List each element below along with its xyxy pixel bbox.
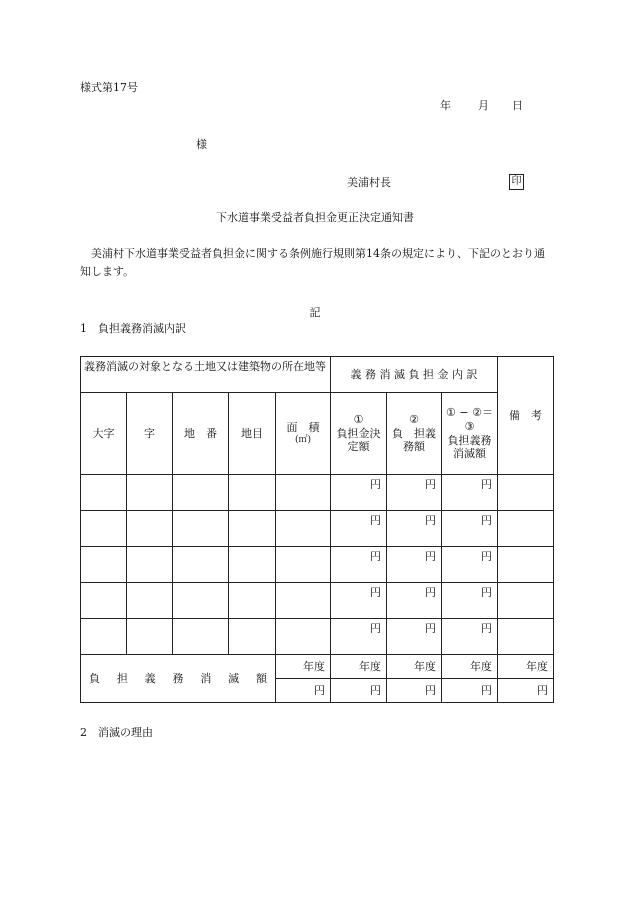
col-aza: 字 xyxy=(127,393,173,475)
table-row xyxy=(81,583,554,619)
col-decided xyxy=(331,393,387,475)
form-number: 様式第17号 xyxy=(80,81,138,94)
table-row xyxy=(81,511,554,547)
col-area xyxy=(276,393,331,475)
yen-unit: 円 xyxy=(387,547,442,583)
col-liability xyxy=(387,393,442,475)
col-oaza: 大字 xyxy=(81,393,127,475)
col-liability-label: 負 担義務額 xyxy=(392,426,437,454)
document-title: 下水道事業受益者負担金更正決定通知書 xyxy=(216,211,414,224)
date-month-label: 月 xyxy=(478,99,489,112)
addressee-suffix: 様 xyxy=(196,138,207,151)
yen-unit: 円 xyxy=(442,547,498,583)
table-row xyxy=(81,547,554,583)
yen-unit: 円 xyxy=(442,619,498,655)
ki-heading: 記 xyxy=(309,306,321,319)
col-chiban: 地 番 xyxy=(173,393,229,475)
yen-unit: 円 xyxy=(331,511,387,547)
yen-unit: 円 xyxy=(442,475,498,511)
yen-unit: 円 xyxy=(331,475,387,511)
yen-unit: 円 xyxy=(331,679,387,703)
section-2-heading: 2 消滅の理由 xyxy=(80,726,153,739)
yen-unit: 円 xyxy=(442,679,498,703)
col-diff-label: 負担義務消滅額 xyxy=(447,433,492,461)
yen-unit: 円 xyxy=(387,619,442,655)
yen-unit: 円 xyxy=(331,619,387,655)
col-area-label: 面 積 xyxy=(286,421,320,434)
yen-unit: 円 xyxy=(442,511,498,547)
col-chimoku: 地目 xyxy=(229,393,276,475)
total-label: 負 担 義 務 消 滅 額 xyxy=(81,655,276,703)
yen-unit: 円 xyxy=(387,475,442,511)
issuer-name: 美浦村長 xyxy=(347,176,391,189)
yen-unit: 円 xyxy=(387,511,442,547)
fiscal-year-unit: 年度 xyxy=(276,655,331,679)
remarks-header: 備 考 xyxy=(498,357,554,475)
liability-table xyxy=(80,356,554,703)
fiscal-year-unit: 年度 xyxy=(387,655,442,679)
seal-mark: 印 xyxy=(509,174,524,190)
col-decided-mark: ① xyxy=(353,412,364,426)
col-decided-label: 負担金決定額 xyxy=(336,426,381,454)
breakdown-header: 義 務 消 滅 負 担 金 内 訳 xyxy=(331,357,498,393)
col-area-unit: (㎡) xyxy=(294,434,312,445)
yen-unit: 円 xyxy=(387,583,442,619)
yen-unit: 円 xyxy=(276,679,331,703)
table-row xyxy=(81,475,554,511)
fiscal-year-unit: 年度 xyxy=(498,655,554,679)
section-1-heading: 1 負担義務消滅内訳 xyxy=(80,322,186,335)
yen-unit: 円 xyxy=(331,547,387,583)
yen-unit: 円 xyxy=(498,679,554,703)
date-year-label: 年 xyxy=(440,99,451,112)
total-row-years xyxy=(81,655,554,679)
body-paragraph: 美浦村下水道事業受益者負担金に関する条例施行規則第14条の規定により、下記のとおり通知します。 xyxy=(80,247,545,278)
yen-unit: 円 xyxy=(442,583,498,619)
fiscal-year-unit: 年度 xyxy=(442,655,498,679)
yen-unit: 円 xyxy=(387,679,442,703)
col-liability-mark: ② xyxy=(409,412,419,426)
col-diff-formula: ① − ②＝③ xyxy=(446,406,493,433)
table-row xyxy=(81,619,554,655)
col-diff xyxy=(442,393,498,475)
yen-unit: 円 xyxy=(331,583,387,619)
location-header: 義務消滅の対象となる土地又は建築物の所在地等 xyxy=(81,357,331,393)
date-day-label: 日 xyxy=(512,99,523,112)
fiscal-year-unit: 年度 xyxy=(331,655,387,679)
